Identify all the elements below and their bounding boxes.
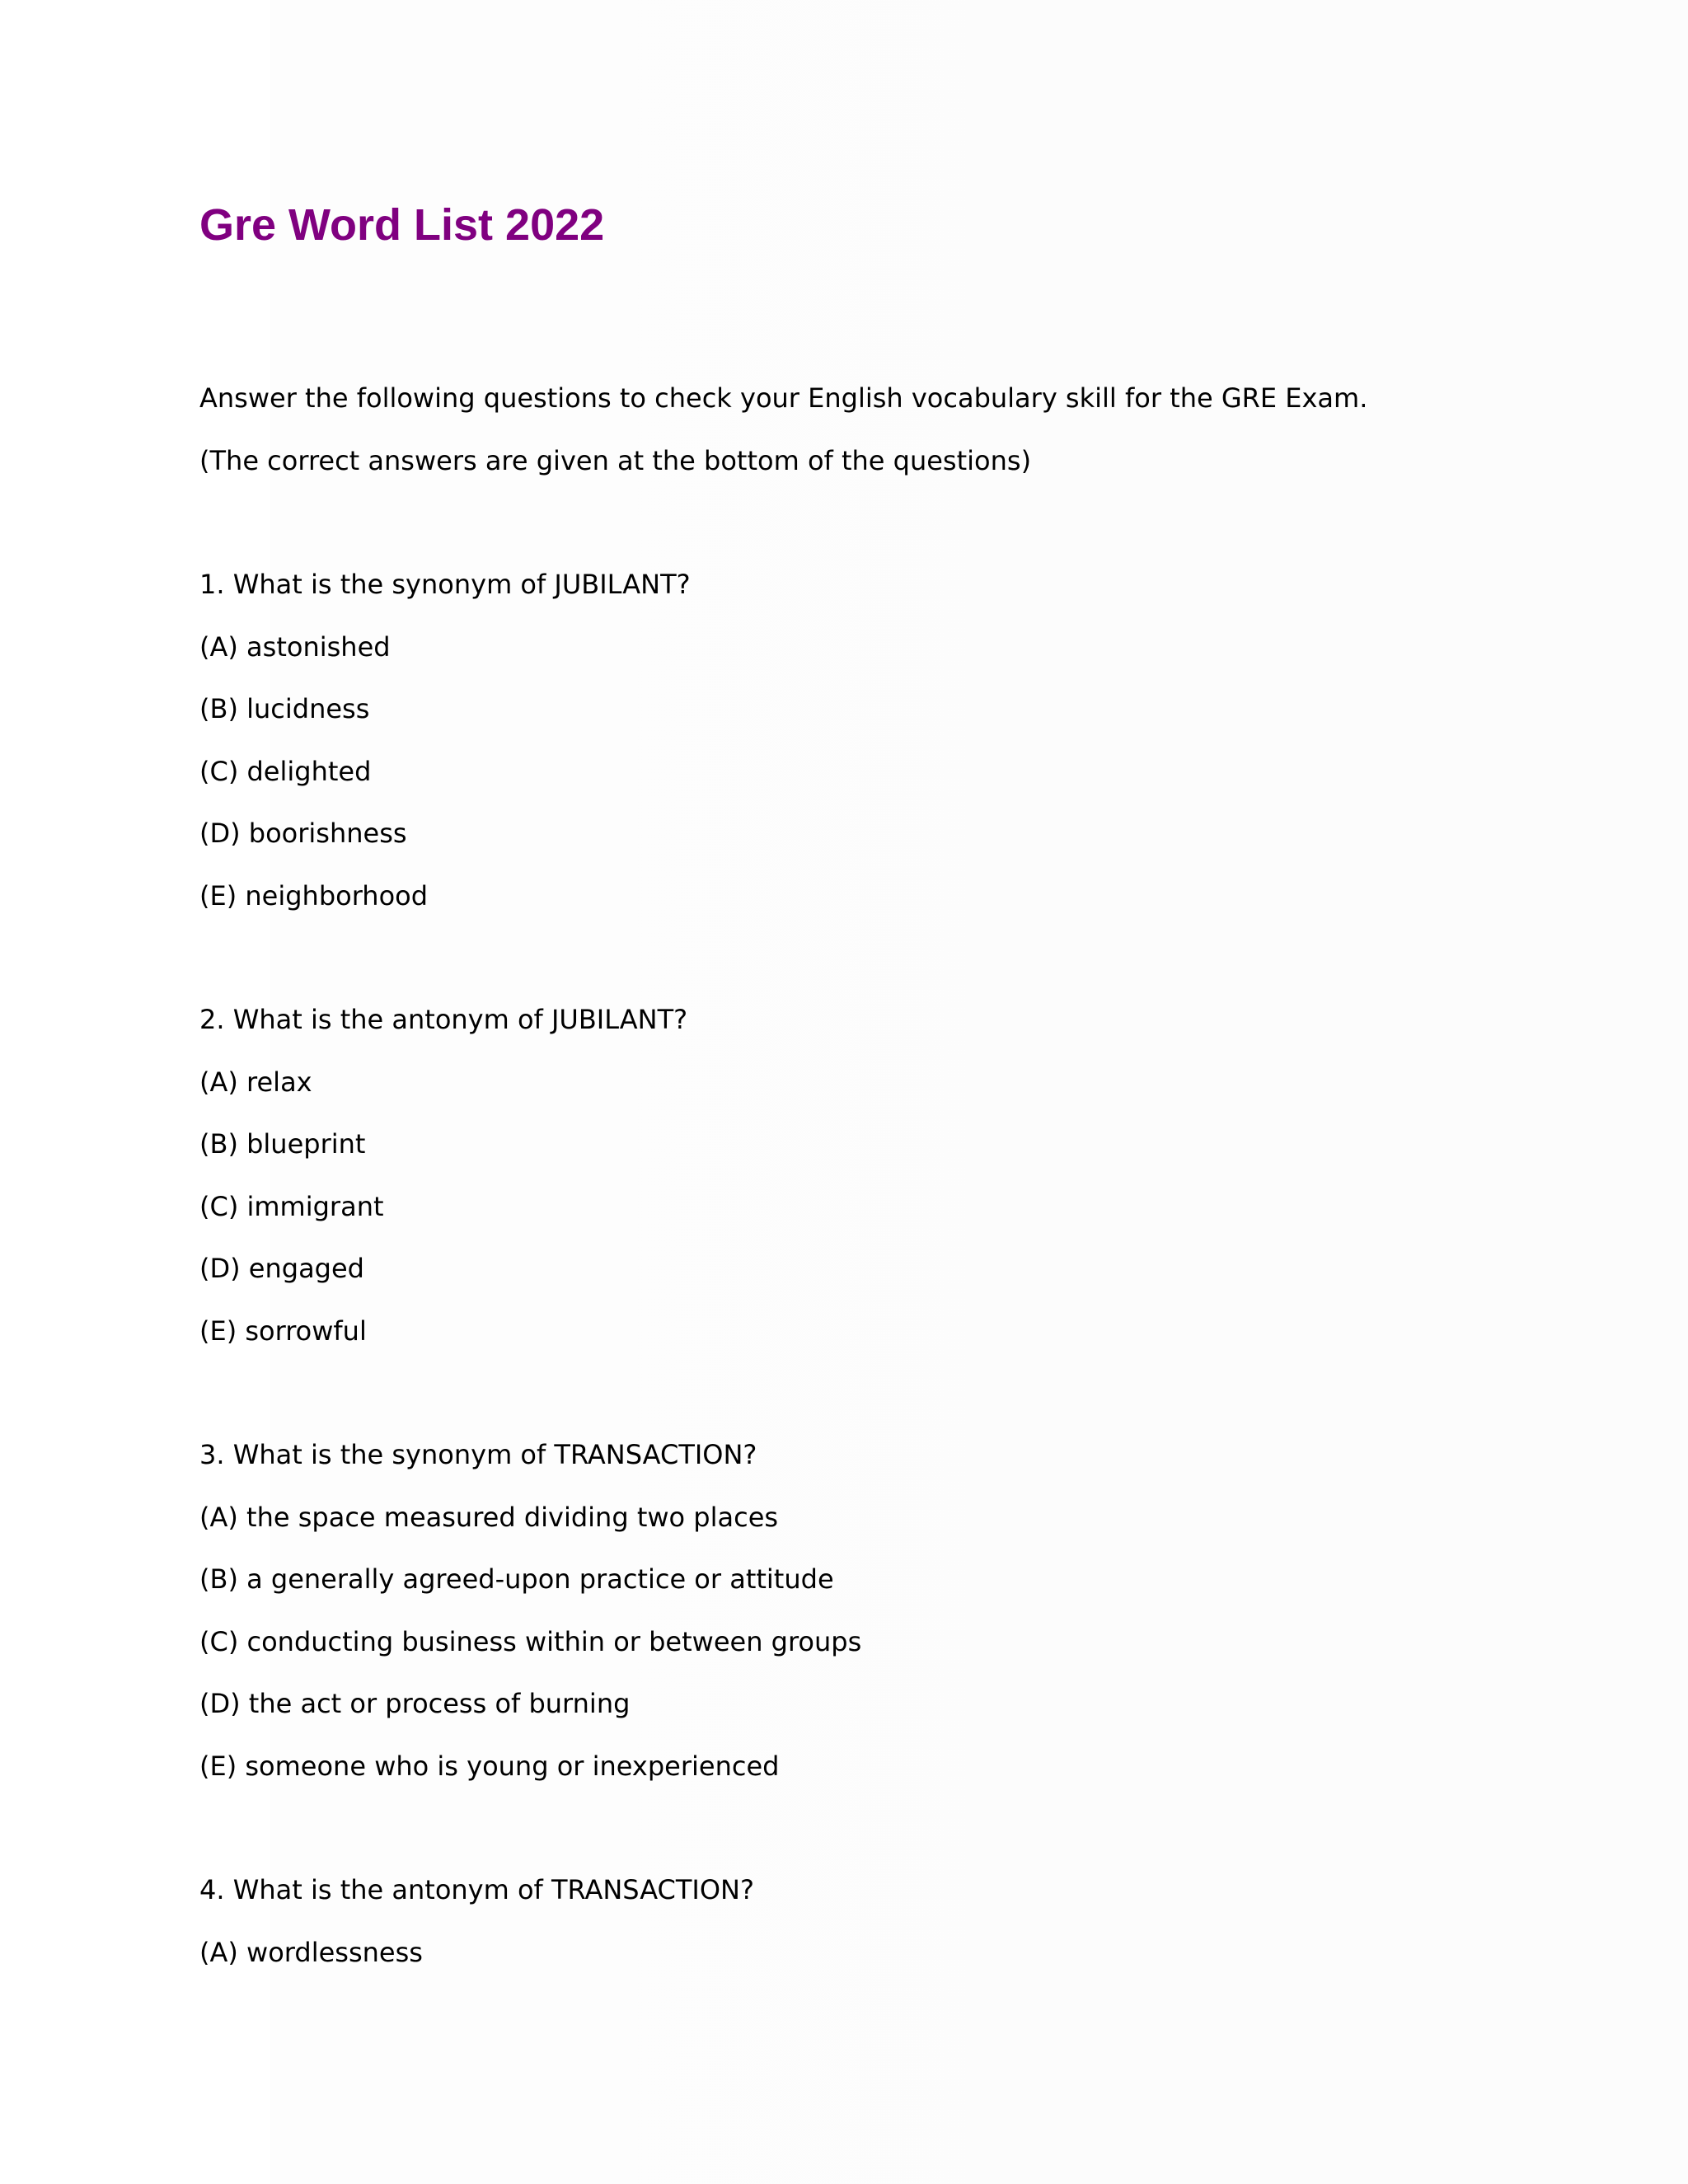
question-4 xyxy=(199,1859,1584,1984)
answer-option: (D) engaged xyxy=(199,1253,364,1284)
answer-option: (B) a generally agreed-upon practice or attitude xyxy=(199,1563,834,1595)
intro-note: (The correct answers are given at the bottom of the questions) xyxy=(199,444,1032,476)
answer-option: (C) conducting business within or between groups xyxy=(199,1625,862,1657)
question-prompt: 4. What is the antonym of TRANSACTION? xyxy=(199,1874,754,1905)
answer-option: (D) the act or process of burning xyxy=(199,1688,631,1719)
answer-option: (B) lucidness xyxy=(199,693,370,724)
answer-option: (D) boorishness xyxy=(199,818,407,849)
intro-block xyxy=(199,368,1584,492)
answer-option: (E) someone who is young or inexperienced xyxy=(199,1750,780,1782)
question-1 xyxy=(199,554,1584,927)
answer-option: (E) sorrowful xyxy=(199,1315,367,1347)
question-2 xyxy=(199,989,1584,1362)
answer-option: (A) wordlessness xyxy=(199,1936,423,1968)
question-3 xyxy=(199,1424,1584,1797)
answer-option: (A) relax xyxy=(199,1066,312,1098)
intro-line: Answer the following questions to check your English vocabulary skill for the GRE Exam. xyxy=(199,382,1368,414)
answer-option: (C) delighted xyxy=(199,755,372,787)
question-prompt: 1. What is the synonym of JUBILANT? xyxy=(199,569,691,600)
answer-option: (E) neighborhood xyxy=(199,879,429,912)
page-title: Gre Word List 2022 xyxy=(199,200,605,250)
answer-option: (A) astonished xyxy=(199,630,391,663)
answer-option: (B) blueprint xyxy=(199,1128,366,1160)
document-content xyxy=(199,196,1584,1984)
question-prompt: 2. What is the antonym of JUBILANT? xyxy=(199,1004,688,1035)
answer-option: (C) immigrant xyxy=(199,1190,384,1222)
question-prompt: 3. What is the synonym of TRANSACTION? xyxy=(199,1439,757,1470)
answer-option: (A) the space measured dividing two places xyxy=(199,1501,779,1533)
